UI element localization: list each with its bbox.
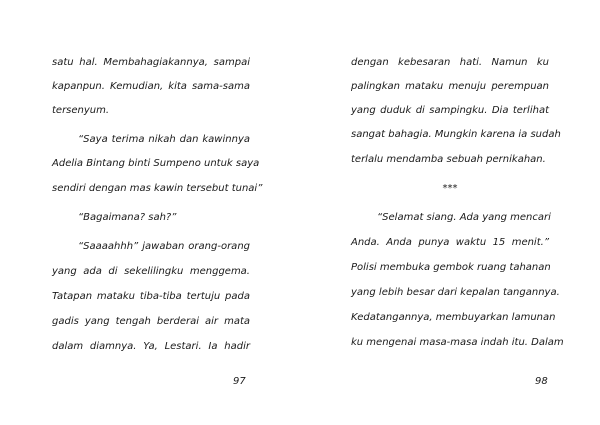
text-line: terlalu mendamba sebuah pernikahan. — [351, 154, 546, 165]
text-line: dengan kebesaran hati. Namun ku — [351, 57, 549, 68]
page-number: 98 — [535, 376, 548, 387]
text-line: “Selamat siang. Ada yang mencari — [377, 212, 551, 223]
scene-break: *** — [442, 183, 458, 194]
text-line: sendiri dengan mas kawin tersebut tunai” — [52, 183, 263, 194]
text-line: ku mengenai masa-masa indah itu. Dalam — [351, 337, 564, 348]
text-line: sangat bahagia. Mungkin karena ia sudah — [351, 129, 561, 140]
text-line: yang ada di sekelilingku menggema. — [52, 266, 250, 277]
text-line: Anda. Anda punya waktu 15 menit.” — [351, 237, 549, 248]
text-line: Polisi membuka gembok ruang tahanan — [351, 262, 551, 273]
text-line: Adelia Bintang binti Sumpeno untuk saya — [52, 158, 260, 169]
text-line: Tatapan mataku tiba-tiba tertuju pada — [52, 291, 250, 302]
text-line: tersenyum. — [52, 105, 110, 116]
text-line: “Bagaimana? sah?” — [78, 212, 177, 223]
text-line: yang lebih besar dari kepalan tangannya. — [351, 287, 560, 298]
text-line: satu hal. Membahagiakannya, sampai — [52, 57, 250, 68]
text-line: kapanpun. Kemudian, kita sama-sama — [52, 81, 250, 92]
text-line: gadis yang tengah berderai air mata — [52, 316, 250, 327]
text-line: “Saya terima nikah dan kawinnya — [78, 134, 250, 145]
text-line: yang duduk di sampingku. Dia terlihat — [351, 105, 549, 116]
text-line: “Saaaahhh” jawaban orang-orang — [78, 241, 250, 252]
page-number: 97 — [233, 376, 246, 387]
text-line: dalam diamnya. Ya, Lestari. Ia hadir — [52, 341, 250, 352]
right-page — [300, 0, 600, 425]
text-line: Kedatangannya, membuyarkan lamunan — [351, 312, 556, 323]
text-line: palingkan mataku menuju perempuan — [351, 81, 549, 92]
